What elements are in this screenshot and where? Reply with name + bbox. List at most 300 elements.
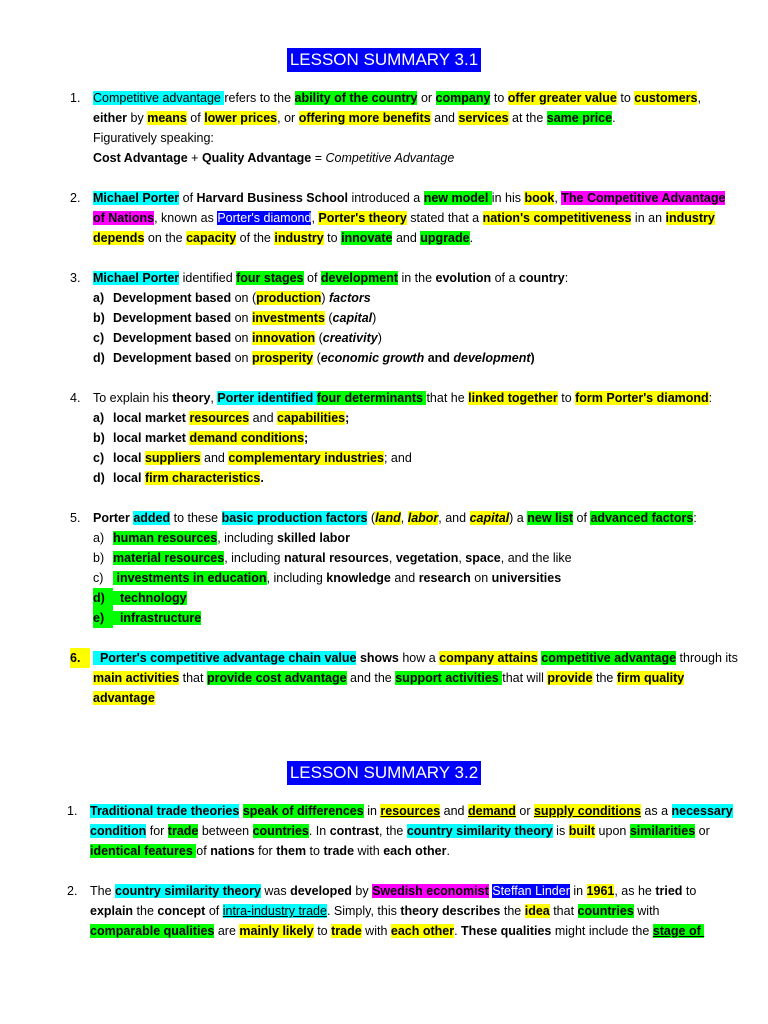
- text-run: in: [363, 804, 381, 818]
- highlighted-text: innovate: [341, 231, 393, 245]
- highlighted-text: of Nations: [93, 211, 155, 225]
- text-run: Quality Advantage: [201, 151, 312, 165]
- highlighted-text: country similarity theory: [115, 884, 261, 898]
- text-run: .: [469, 231, 474, 245]
- text-run: to: [313, 924, 332, 938]
- sub-item: [93, 568, 730, 588]
- highlighted-text: form Porter's diamond: [575, 391, 709, 405]
- sub-item-label: b): [93, 551, 105, 565]
- highlighted-text: comparable qualities: [90, 924, 215, 938]
- text-run: on the: [144, 231, 187, 245]
- text-run: ,: [697, 91, 701, 105]
- text-run: in an: [631, 211, 666, 225]
- highlighted-text: demand: [467, 804, 516, 818]
- text-run: factors: [329, 291, 371, 305]
- text-run: on: [231, 351, 252, 365]
- highlighted-text: development: [320, 271, 398, 285]
- text-run: Figuratively speaking:: [93, 131, 214, 145]
- lesson-summary-3-1-title: [0, 48, 768, 72]
- highlighted-text: provide cost advantage: [206, 671, 347, 685]
- text-run: by: [351, 884, 373, 898]
- text-run: developed: [290, 884, 352, 898]
- text-run: and: [392, 231, 421, 245]
- text-run: to: [557, 391, 576, 405]
- highlighted-text: idea: [524, 904, 550, 918]
- text-run: ,: [458, 551, 466, 565]
- text-run: space: [465, 551, 501, 565]
- highlighted-text: offering more benefits: [298, 111, 431, 125]
- sub-item: [93, 468, 730, 488]
- sub-item: [93, 588, 730, 608]
- text-run: of: [196, 844, 211, 858]
- sub-item-label: b): [93, 311, 105, 325]
- text-line: [93, 688, 730, 708]
- text-run: refers to the: [224, 91, 295, 105]
- highlighted-text: basic production factors: [221, 511, 368, 525]
- text-run: ): [530, 351, 535, 365]
- text-run: economic growth: [320, 351, 425, 365]
- text-run: or: [417, 91, 436, 105]
- sub-item: [93, 328, 730, 348]
- text-line: [93, 148, 730, 168]
- highlighted-text: complementary industries: [228, 451, 384, 465]
- sub-item-label: c): [93, 331, 105, 345]
- item-body: [90, 881, 727, 941]
- text-run: of: [186, 111, 205, 125]
- highlighted-text: customers: [634, 91, 698, 105]
- sub-item-label: d): [93, 351, 105, 365]
- text-run: :: [693, 511, 697, 525]
- text-run: . Simply, this: [326, 904, 401, 918]
- item-number: 5.: [70, 511, 81, 525]
- text-run: explain: [90, 904, 134, 918]
- highlighted-text: labor: [407, 511, 439, 525]
- text-run: with: [361, 924, 391, 938]
- highlighted-text: trade: [331, 924, 362, 938]
- highlighted-text: Michael Porter: [93, 191, 180, 205]
- text-run: the: [592, 671, 617, 685]
- text-run: to: [490, 91, 508, 105]
- item-body: [93, 388, 730, 488]
- text-run: of: [303, 271, 321, 285]
- text-line: [93, 648, 738, 668]
- highlighted-text: industry: [665, 211, 715, 225]
- text-run: research: [418, 571, 471, 585]
- text-run: on: [231, 331, 252, 345]
- text-run: was: [260, 884, 291, 898]
- list-item: [70, 648, 738, 708]
- text-run: that: [549, 904, 578, 918]
- text-run: shows: [356, 651, 399, 665]
- highlighted-text: built: [568, 824, 596, 838]
- item-body: [93, 268, 730, 368]
- text-run: stated that a: [406, 211, 483, 225]
- text-run: These qualities: [461, 924, 552, 938]
- text-run: ) a: [509, 511, 528, 525]
- list-item: [70, 88, 730, 168]
- highlighted-text: Competitive advantage: [93, 91, 225, 105]
- highlighted-text: countries: [577, 904, 634, 918]
- item-number: 2.: [70, 191, 81, 205]
- highlighted-text: lower prices: [204, 111, 278, 125]
- text-line: [90, 881, 727, 901]
- text-line: [93, 188, 730, 208]
- text-run: on: [470, 571, 492, 585]
- highlighted-text: Porter identified: [217, 391, 317, 405]
- text-run: .: [260, 471, 264, 485]
- text-line: [93, 128, 730, 148]
- text-run: ,: [210, 391, 218, 405]
- highlighted-text: speak of differences: [242, 804, 364, 818]
- highlighted-text: identical features: [90, 844, 197, 858]
- sub-item: [93, 428, 730, 448]
- highlighted-text: Michael Porter: [93, 271, 180, 285]
- text-run: each other: [383, 844, 447, 858]
- text-run: , the: [379, 824, 407, 838]
- text-run: for: [146, 824, 168, 838]
- text-line: [93, 388, 730, 408]
- text-run: .: [446, 844, 450, 858]
- text-run: trade: [323, 844, 355, 858]
- text-run: of: [573, 511, 591, 525]
- text-line: [93, 668, 730, 688]
- text-run: and the: [346, 671, 396, 685]
- highlighted-text: upgrade: [420, 231, 470, 245]
- list-item: [67, 801, 733, 861]
- text-run: the: [133, 904, 158, 918]
- highlighted-text: Porter's diamond: [217, 211, 312, 225]
- text-line: [93, 108, 730, 128]
- text-run: Porter: [93, 511, 130, 525]
- item-body: [93, 508, 730, 628]
- text-run: contrast: [329, 824, 380, 838]
- highlighted-text: infrastructure: [113, 611, 202, 625]
- highlighted-text: investments in education: [113, 571, 267, 585]
- text-run: local: [113, 451, 145, 465]
- text-run: of a: [491, 271, 519, 285]
- text-run: by: [127, 111, 148, 125]
- text-run: +: [187, 151, 202, 165]
- text-run: vegetation: [395, 551, 459, 565]
- text-run: how a: [398, 651, 440, 665]
- sub-item-label: d): [93, 471, 105, 485]
- text-run: Competitive Advantage: [325, 151, 455, 165]
- highlighted-text: 1961: [586, 884, 615, 898]
- highlighted-text: resources: [189, 411, 250, 425]
- text-run: Cost Advantage: [93, 151, 188, 165]
- item-number: 4.: [70, 391, 81, 405]
- text-run: at the: [508, 111, 547, 125]
- highlighted-text: capabilities: [277, 411, 346, 425]
- highlighted-text: technology: [113, 591, 187, 605]
- text-run: , and: [438, 511, 470, 525]
- text-run: and: [249, 411, 278, 425]
- highlighted-text: competitive advantage: [541, 651, 677, 665]
- title-text: LESSON SUMMARY 3.1: [287, 48, 481, 72]
- highlighted-text: necessary: [671, 804, 733, 818]
- highlighted-text: production: [256, 291, 322, 305]
- text-run: , or: [277, 111, 299, 125]
- text-run: of: [179, 191, 197, 205]
- text-run: between: [198, 824, 253, 838]
- sub-item-label: b): [93, 431, 105, 445]
- text-run: skilled labor: [276, 531, 350, 545]
- highlighted-text: each other: [390, 924, 455, 938]
- highlighted-text: trade: [167, 824, 199, 838]
- text-line: [93, 208, 730, 228]
- text-line: [90, 901, 727, 921]
- text-line: [90, 841, 727, 861]
- text-run: (: [315, 331, 323, 345]
- text-run: of: [205, 904, 223, 918]
- highlighted-text: offer greater value: [507, 91, 617, 105]
- text-run: .: [612, 111, 616, 125]
- sub-item: [93, 308, 730, 328]
- text-run: and: [200, 451, 229, 465]
- text-run: . In: [308, 824, 330, 838]
- text-run: nations: [210, 844, 255, 858]
- sub-item-label: c): [93, 571, 104, 585]
- text-run: :: [708, 391, 713, 405]
- text-run: on: [231, 311, 252, 325]
- text-run: and: [390, 571, 419, 585]
- highlighted-text: resources: [380, 804, 441, 818]
- highlighted-text: intra-industry trade: [222, 904, 327, 918]
- highlighted-text: capital: [469, 511, 510, 525]
- text-run: ;: [345, 411, 350, 425]
- highlighted-text: advanced factors: [590, 511, 694, 525]
- text-run: and: [440, 804, 468, 818]
- text-run: to: [323, 231, 342, 245]
- text-run: identified: [179, 271, 237, 285]
- text-run: Development based: [113, 331, 232, 345]
- text-run: development: [453, 351, 531, 365]
- text-run: in the: [398, 271, 436, 285]
- text-run: Development based: [113, 291, 232, 305]
- list-item: [70, 268, 730, 368]
- text-run: are: [214, 924, 240, 938]
- text-run: introduced a: [347, 191, 424, 205]
- text-run: in his: [491, 191, 525, 205]
- text-run: Development based: [113, 351, 232, 365]
- title-text: LESSON SUMMARY 3.2: [287, 761, 481, 785]
- text-run: theory describes: [400, 904, 501, 918]
- item-number: 2.: [67, 884, 78, 898]
- text-run: upon: [595, 824, 630, 838]
- highlighted-text: countries: [252, 824, 309, 838]
- highlighted-text: services: [458, 111, 509, 125]
- sub-item-label: a): [93, 291, 105, 305]
- text-run: ,: [388, 551, 396, 565]
- text-run: , including: [266, 571, 327, 585]
- highlighted-text: material resources: [113, 551, 225, 565]
- highlighted-text: company: [435, 91, 491, 105]
- text-run: to: [616, 91, 635, 105]
- list-item: [70, 388, 730, 488]
- text-run: in: [569, 884, 587, 898]
- highlighted-text: Porter's theory: [318, 211, 407, 225]
- highlighted-text: support activities: [395, 671, 503, 685]
- text-run: the: [500, 904, 525, 918]
- text-run: Development based: [113, 311, 232, 325]
- sub-item: [93, 348, 730, 368]
- text-run: Harvard Business School: [196, 191, 348, 205]
- text-run: theory: [172, 391, 211, 405]
- item-number: 1.: [70, 91, 81, 105]
- text-run: to these: [170, 511, 222, 525]
- highlighted-text: nation's competitiveness: [482, 211, 632, 225]
- highlighted-text: suppliers: [144, 451, 201, 465]
- highlighted-text: firm quality: [616, 671, 685, 685]
- text-run: evolution: [435, 271, 492, 285]
- text-run: or: [515, 804, 534, 818]
- text-run: country: [518, 271, 565, 285]
- text-run: ; and: [383, 451, 412, 465]
- text-run: local: [113, 471, 145, 485]
- list-item: [70, 508, 730, 628]
- text-run: ;: [304, 431, 309, 445]
- sub-item: [93, 528, 730, 548]
- highlighted-text: depends: [93, 231, 145, 245]
- text-run: might include the: [551, 924, 653, 938]
- text-run: and: [424, 351, 454, 365]
- text-run: creativity: [322, 331, 378, 345]
- text-run: , as he: [614, 884, 656, 898]
- text-line: [90, 821, 727, 841]
- text-line: [93, 88, 730, 108]
- lesson-summary-3-2-title: [0, 761, 768, 785]
- text-run: them: [276, 844, 307, 858]
- text-run: either: [93, 111, 128, 125]
- highlighted-text: Steffan Linder: [492, 884, 570, 898]
- highlighted-text: book: [524, 191, 555, 205]
- highlighted-text: same price: [546, 111, 613, 125]
- item-number: 6.: [70, 648, 90, 668]
- text-run: , including: [224, 551, 284, 565]
- text-run: for: [254, 844, 277, 858]
- highlighted-text: investments: [251, 311, 325, 325]
- highlighted-text: provide: [547, 671, 593, 685]
- highlighted-text: four stages: [236, 271, 304, 285]
- text-line: [90, 921, 727, 941]
- text-run: tried: [655, 884, 683, 898]
- text-line: [93, 268, 730, 288]
- highlighted-text: country similarity theory: [406, 824, 553, 838]
- text-run: ): [377, 331, 382, 345]
- text-run: is: [552, 824, 569, 838]
- highlighted-text: prosperity: [251, 351, 314, 365]
- highlighted-text: firm characteristics: [144, 471, 261, 485]
- text-run: to: [682, 884, 697, 898]
- text-run: on (: [231, 291, 257, 305]
- text-run: concept: [157, 904, 206, 918]
- list-item: [70, 188, 730, 248]
- sub-item: [93, 608, 730, 628]
- text-run: (: [367, 511, 376, 525]
- text-run: that he: [426, 391, 469, 405]
- item-body: [93, 88, 730, 168]
- text-run: and: [430, 111, 459, 125]
- highlighted-text: innovation: [251, 331, 316, 345]
- sub-item-label: c): [93, 451, 105, 465]
- text-run: To explain his: [93, 391, 173, 405]
- text-run: ,: [311, 211, 319, 225]
- highlighted-text: new model: [423, 191, 492, 205]
- item-number: 1.: [67, 804, 78, 818]
- text-run: ,: [554, 191, 562, 205]
- highlighted-text: demand conditions: [189, 431, 305, 445]
- highlighted-text: condition: [90, 824, 147, 838]
- sub-item-label: a): [93, 531, 105, 545]
- text-run: with: [633, 904, 660, 918]
- text-run: (: [324, 311, 333, 325]
- text-run: , and the like: [500, 551, 572, 565]
- highlighted-text: linked together: [468, 391, 558, 405]
- text-run: through its: [676, 651, 738, 665]
- text-run: :: [564, 271, 569, 285]
- text-run: universities: [491, 571, 562, 585]
- text-run: ): [321, 291, 330, 305]
- text-run: or: [695, 824, 710, 838]
- highlighted-text: company attains: [439, 651, 538, 665]
- text-run: that: [179, 671, 207, 685]
- highlighted-text: main activities: [93, 671, 180, 685]
- highlighted-text: capacity: [186, 231, 237, 245]
- highlighted-text: stage of: [652, 924, 705, 938]
- highlighted-text: The Competitive Advantage: [561, 191, 726, 205]
- highlighted-text: human resources: [113, 531, 218, 545]
- text-run: The: [90, 884, 116, 898]
- list-item: [67, 881, 727, 941]
- text-run: of the: [236, 231, 275, 245]
- sub-item-label: e): [93, 608, 113, 628]
- text-run: local market: [113, 411, 190, 425]
- highlighted-text: land: [375, 511, 401, 525]
- highlighted-text: means: [147, 111, 187, 125]
- text-run: , including: [217, 531, 277, 545]
- text-run: that will: [502, 671, 548, 685]
- highlighted-text: industry: [274, 231, 324, 245]
- text-run: with: [354, 844, 384, 858]
- sub-item-label: d): [93, 588, 113, 608]
- item-body: [93, 648, 738, 708]
- sub-item-label: a): [93, 411, 105, 425]
- highlighted-text: similarities: [629, 824, 696, 838]
- text-run: (: [313, 351, 321, 365]
- sub-item: [93, 448, 730, 468]
- text-run: as a: [640, 804, 672, 818]
- highlighted-text: four determinants: [316, 391, 427, 405]
- item-number: 3.: [70, 271, 81, 285]
- text-run: ,: [400, 511, 408, 525]
- text-run: natural resources: [283, 551, 389, 565]
- text-run: =: [311, 151, 326, 165]
- highlighted-text: mainly likely: [239, 924, 314, 938]
- text-run: ): [372, 311, 377, 325]
- sub-item: [93, 288, 730, 308]
- text-run: local market: [113, 431, 190, 445]
- highlighted-text: new list: [527, 511, 574, 525]
- text-run: to: [306, 844, 324, 858]
- sub-item: [93, 408, 730, 428]
- text-run: knowledge: [326, 571, 391, 585]
- highlighted-text: supply conditions: [533, 804, 641, 818]
- item-body: [90, 801, 733, 861]
- highlighted-text: Porter's competitive advantage chain value: [93, 651, 357, 665]
- highlighted-text: advantage: [93, 691, 155, 705]
- item-body: [93, 188, 730, 248]
- text-run: .: [454, 924, 462, 938]
